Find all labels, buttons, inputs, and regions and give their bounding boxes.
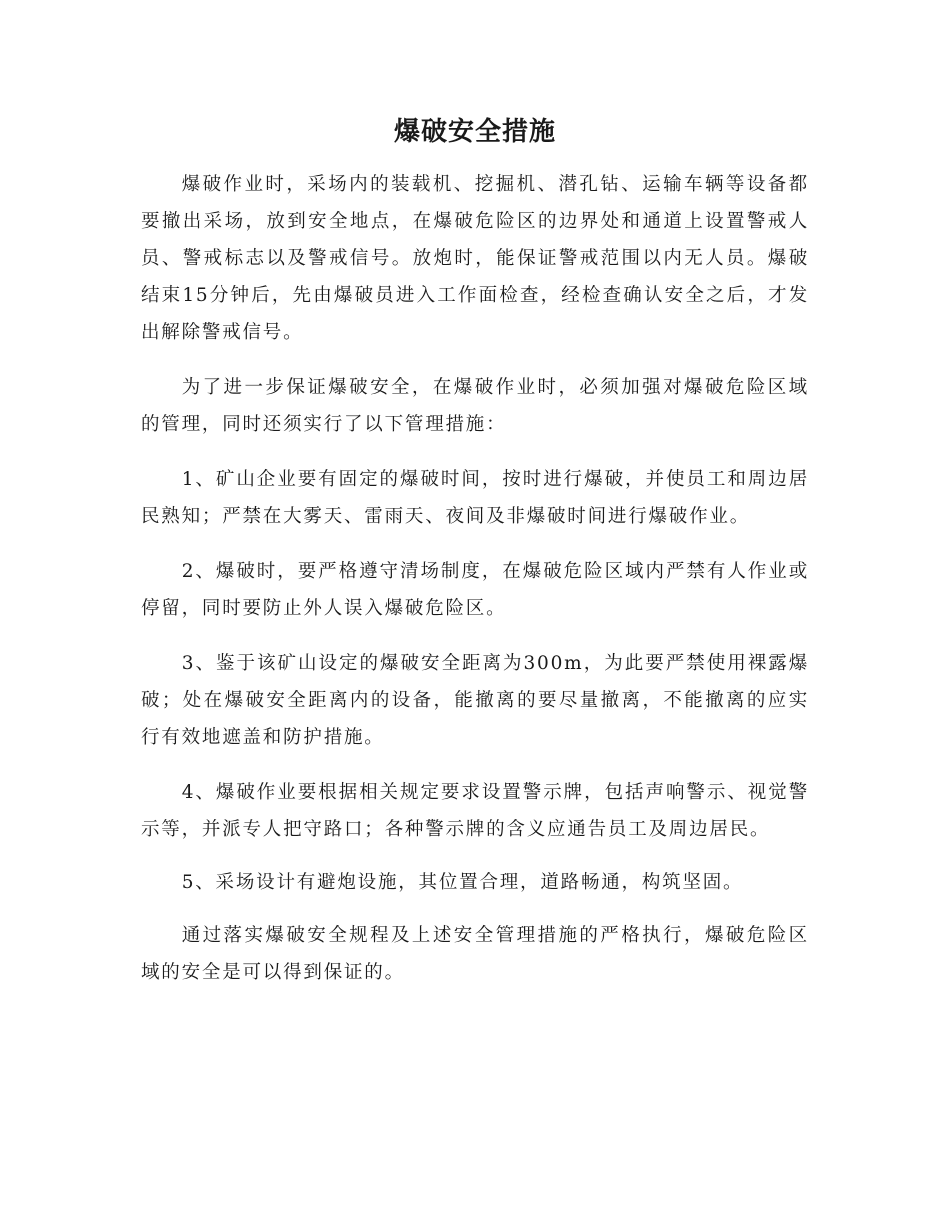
- paragraph-measure-1: 1、矿山企业要有固定的爆破时间，按时进行爆破，并使员工和周边居民熟知；严禁在大雾天、雷雨天、夜间及非爆破时间进行爆破作业。: [141, 469, 809, 527]
- paragraph-conclusion: 通过落实爆破安全规程及上述安全管理措施的严格执行，爆破危险区域的安全是可以得到保证的。: [141, 925, 809, 983]
- paragraph-measure-3: 3、鉴于该矿山设定的爆破安全距离为300m，为此要严禁使用裸露爆破；处在爆破安全距离内的设备，能撤离的要尽量撤离，不能撤离的应实行有效地遮盖和防护措施。: [141, 653, 809, 748]
- document-title: 爆破安全措施: [393, 117, 556, 147]
- paragraph-measure-4: 4、爆破作业要根据相关规定要求设置警示牌，包括声响警示、视觉警示等，并派专人把守路口；各种警示牌的含义应通告员工及周边居民。: [141, 782, 809, 840]
- document-body: [141, 166, 809, 991]
- paragraph-management: 为了进一步保证爆破安全，在爆破作业时，必须加强对爆破危险区域的管理，同时还须实行了以下管理措施：: [141, 377, 809, 435]
- paragraph-intro: 爆破作业时，采场内的装载机、挖掘机、潜孔钻、运输车辆等设备都要撤出采场，放到安全地点，在爆破危险区的边界处和通道上设置警戒人员、警戒标志以及警戒信号。放炮时，能保证警戒范围以内无人员。爆破结束15分钟后，先由爆破员进入工作面检查，经检查确认安全之后，才发出解除警戒信号。: [141, 174, 809, 343]
- paragraph-measure-2: 2、爆破时，要严格遵守清场制度，在爆破危险区域内严禁有人作业或停留，同时要防止外人误入爆破危险区。: [141, 561, 809, 619]
- paragraph-measure-5: 5、采场设计有避炮设施，其位置合理，道路畅通，构筑坚固。: [181, 872, 744, 893]
